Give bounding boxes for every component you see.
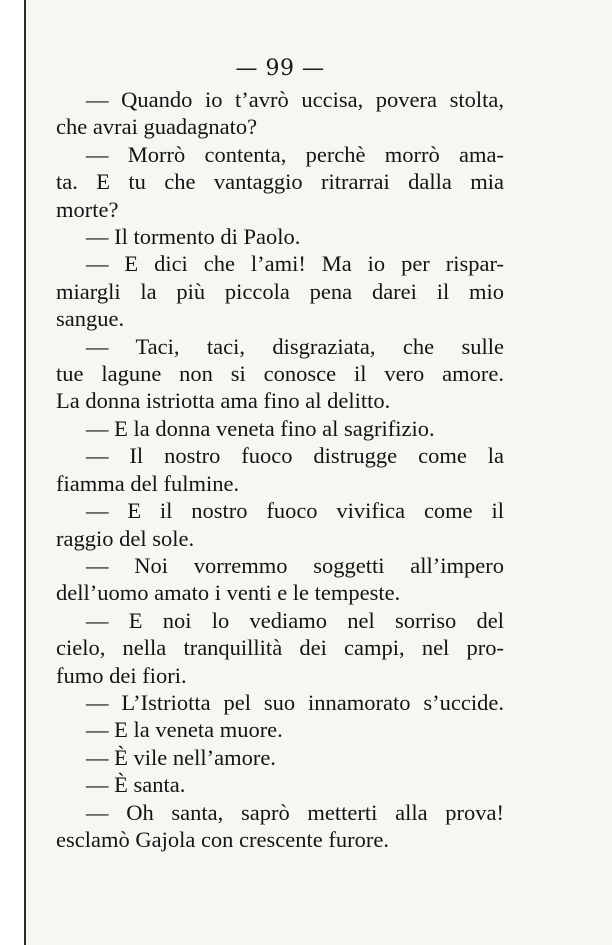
text-line: — E la veneta muore. (86, 717, 283, 743)
text-line: che avrai guadagnato? (56, 114, 258, 140)
text-line: — Quando io t’avrò uccisa, povera stolta, (86, 87, 504, 112)
text-line: — È santa. (86, 772, 186, 798)
page-binding-edge (0, 0, 26, 945)
text-line: — Oh santa, saprò metterti alla prova! (86, 799, 504, 825)
text-line: — Taci, taci, disgraziata, che sulle (86, 333, 504, 359)
text-line: fiamma del fulmine. (56, 470, 240, 496)
text-line: — Morrò contenta, perchè morrò ama- (86, 141, 504, 167)
text-line: cielo, nella tranquillità dei campi, nel pro- (56, 635, 504, 661)
text-line: tue lagune non si conosce il vero amore. (56, 361, 504, 387)
text-line: — E dici che l’ami! Ma io per rispar- (86, 251, 504, 277)
text-line: — L’Istriotta pel suo innamorato s’uccide. (86, 689, 504, 715)
text-line: — E il nostro fuoco vivifica come il (86, 498, 504, 524)
text-line: — E la donna veneta fino al sagrifizio. (86, 415, 435, 441)
text-line: raggio del sole. (56, 525, 195, 551)
text-line: La donna istriotta ama fino al delitto. (56, 388, 391, 414)
text-line: sangue. (56, 306, 125, 332)
body-text (56, 86, 504, 853)
text-line: morte? (56, 196, 119, 222)
text-line: — Noi vorremmo soggetti all’impero (86, 552, 504, 578)
text-line: fumo dei fiori. (56, 662, 187, 688)
text-line: — Il nostro fuoco distrugge come la (86, 443, 504, 469)
text-line: esclamò Gajola con crescente furore. (56, 826, 389, 852)
text-line: miargli la più piccola pena darei il mio (56, 278, 504, 304)
text-line: — Il tormento di Paolo. (86, 224, 301, 250)
text-line: dell’uomo amato i venti e le tempeste. (56, 580, 401, 606)
page-number: — 99 — (235, 56, 325, 81)
text-line: ta. E tu che vantaggio ritrarrai dalla mia (56, 169, 504, 195)
text-line: — E noi lo vediamo nel sorriso del (86, 607, 504, 633)
text-line: — È vile nell’amore. (86, 744, 276, 770)
